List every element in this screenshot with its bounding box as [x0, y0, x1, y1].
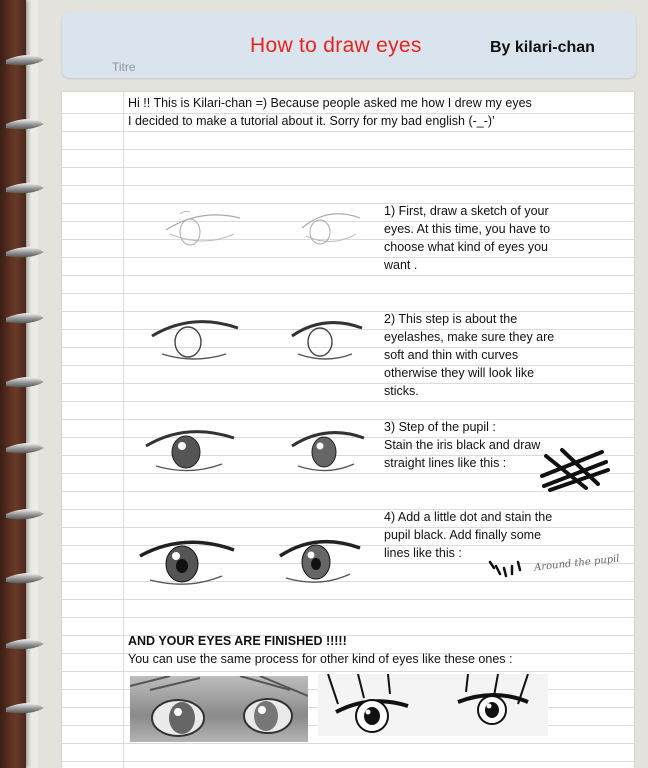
eye-sketch-icon	[288, 314, 368, 364]
eye-sketch-icon	[130, 676, 308, 742]
eye-sketch-icon	[148, 314, 248, 364]
example-eyes-image-2	[318, 674, 548, 736]
eye-sketch-icon	[288, 424, 370, 476]
margin-line	[123, 92, 124, 768]
eye-sketch-icon	[276, 532, 368, 588]
eye-sketch-icon	[136, 532, 242, 590]
step2-line-4: otherwise they will look like	[384, 366, 535, 380]
intro-line-1: Hi !! This is Kilari-chan =) Because people asked me how I drew my eyes	[128, 96, 532, 110]
step2-line-2: eyelashes, make sure they are	[384, 330, 555, 344]
page-title: How to draw eyes	[250, 34, 422, 57]
step3-line-2: Stain the iris black and draw	[384, 438, 541, 452]
step3-line-3: straight lines like this :	[384, 456, 507, 470]
step4-line-3: lines like this :	[384, 546, 462, 560]
eye-sketch-icon	[142, 422, 242, 476]
lash-strokes-icon	[486, 556, 526, 580]
step2-line-3: soft and thin with curves	[384, 348, 519, 362]
around-pupil-note: Around the pupil	[533, 553, 621, 574]
step2-line-5: sticks.	[384, 384, 419, 398]
example-eyes-image-1	[130, 676, 308, 742]
step2-line-1: 2) This step is about the	[384, 312, 518, 326]
author-label: By kilari-chan	[490, 39, 595, 56]
step1-line-1: 1) First, draw a sketch of your	[384, 204, 549, 218]
eye-sketch-icon	[160, 204, 250, 254]
finish-heading: AND YOUR EYES ARE FINISHED !!!!!	[128, 634, 347, 648]
spiral-rings	[0, 0, 60, 768]
step4-line-2: pupil black. Add finally some	[384, 528, 542, 542]
step1-line-2: eyes. At this time, you have to	[384, 222, 551, 236]
eye-sketch-icon	[318, 674, 548, 736]
titre-label: Titre	[112, 60, 136, 74]
crosshatch-icon	[536, 446, 612, 492]
step1-line-3: choose what kind of eyes you	[384, 240, 548, 254]
step1-line-4: want .	[384, 258, 418, 272]
lined-paper	[62, 92, 634, 768]
step3-line-1: 3) Step of the pupil :	[384, 420, 496, 434]
spiral-ring-icon	[6, 55, 44, 713]
eye-sketch-icon	[298, 204, 368, 254]
intro-line-2: I decided to make a tutorial about it. Sorry for my bad english (-_-)’	[128, 114, 495, 128]
finish-text: You can use the same process for other kind of eyes like these ones :	[128, 652, 513, 666]
header-card	[62, 12, 636, 78]
step4-line-1: 4) Add a little dot and stain the	[384, 510, 553, 524]
